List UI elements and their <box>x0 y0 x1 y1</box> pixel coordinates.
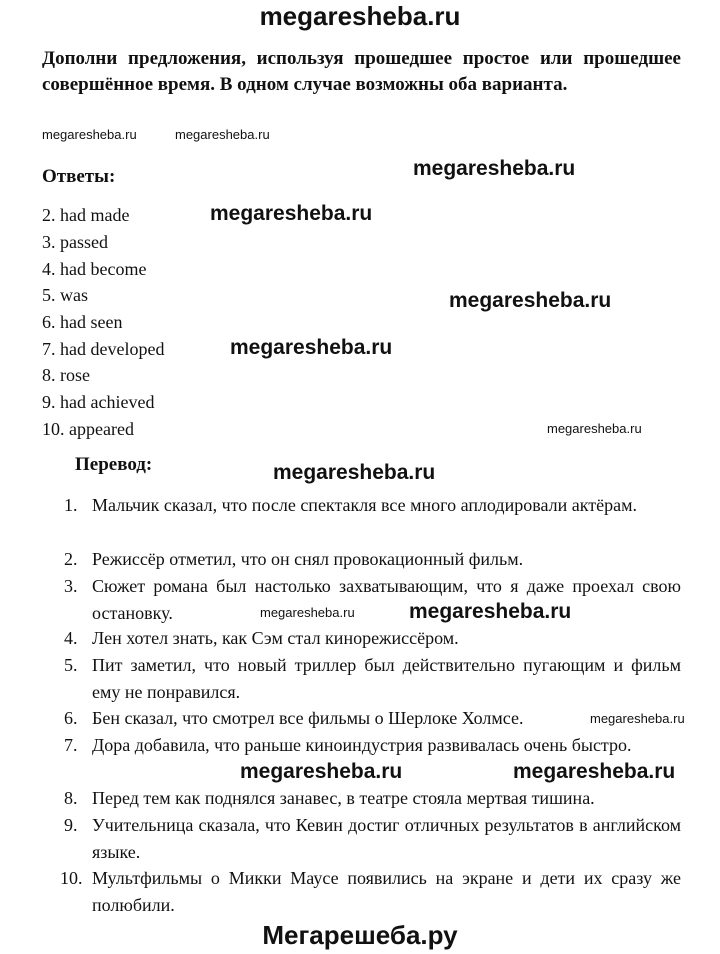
watermark: megaresheba.ru <box>273 461 436 484</box>
translation-item <box>64 652 681 705</box>
item-text: Мальчик сказал, что после спектакля все много аплодировали актёрам. <box>92 495 637 515</box>
watermark: megaresheba.ru <box>210 202 373 225</box>
answer-item: 3. passed <box>42 232 108 252</box>
item-text: Перед тем как поднялся занавес, в театре стояла мертвая тишина. <box>92 788 595 808</box>
footer-site-name: Мегарешеба.ру <box>262 920 458 950</box>
translation-item <box>64 625 681 652</box>
answer-item: 2. had made <box>42 205 130 225</box>
translation-item <box>64 812 681 865</box>
answer-item: 10. appeared <box>42 419 134 439</box>
answers-heading: Ответы: <box>42 166 116 187</box>
task-text: Дополни предложения, используя прошедшее простое или прошедшее совершённое время. В одном случае возможны оба варианта. <box>42 48 681 95</box>
watermark: megaresheba.ru <box>513 760 676 783</box>
watermark: megaresheba.ru <box>590 711 685 726</box>
item-number: 7. <box>64 735 78 755</box>
item-number: 5. <box>64 655 78 675</box>
translation-item <box>60 865 681 918</box>
item-text: Лен хотел знать, как Сэм стал кинорежиссёром. <box>92 628 459 648</box>
item-number: 4. <box>64 628 78 648</box>
watermark: megaresheba.ru <box>449 289 612 312</box>
item-text: Дора добавила, что раньше киноиндустрия развивалась очень быстро. <box>92 735 632 755</box>
item-number: 1. <box>64 495 78 515</box>
item-text: Мультфильмы о Микки Маусе появились на экране и дети их сразу же полюбили. <box>92 868 681 915</box>
item-number: 2. <box>64 549 78 569</box>
watermark: megaresheba.ru <box>175 127 270 142</box>
answer-item: 4. had become <box>42 259 147 279</box>
item-number: 6. <box>64 708 78 728</box>
watermark: megaresheba.ru <box>42 127 137 142</box>
watermark: megaresheba.ru <box>240 760 403 783</box>
translation-item <box>64 705 681 732</box>
answer-item: 8. rose <box>42 365 90 385</box>
watermark: megaresheba.ru <box>547 421 642 436</box>
item-number: 9. <box>64 815 78 835</box>
watermark: megaresheba.ru <box>409 600 572 623</box>
answer-item: 7. had developed <box>42 339 165 359</box>
answer-item: 6. had seen <box>42 312 123 332</box>
answer-item: 9. had achieved <box>42 392 155 412</box>
translation-heading: Перевод: <box>75 454 153 475</box>
site-title: megaresheba.ru <box>259 1 461 31</box>
item-text: Сюжет романа был настолько захватывающим, что я даже проехал свою остановку. <box>92 576 681 623</box>
item-text: Бен сказал, что смотрел все фильмы о Шерлоке Холмсе. <box>92 708 524 728</box>
translation-item <box>64 492 681 519</box>
translation-item <box>64 546 681 573</box>
item-number: 10. <box>60 868 83 888</box>
item-number: 3. <box>64 576 78 596</box>
item-number: 8. <box>64 788 78 808</box>
translation-item <box>64 732 681 759</box>
watermark: megaresheba.ru <box>413 157 576 180</box>
answer-item: 5. was <box>42 285 88 305</box>
translation-item <box>64 573 681 626</box>
item-text: Учительница сказала, что Кевин достиг отличных результатов в английском языке. <box>92 815 681 862</box>
translation-item <box>64 785 681 812</box>
item-text: Пит заметил, что новый триллер был действительно пугающим и фильм ему не понравился. <box>92 655 681 702</box>
watermark: megaresheba.ru <box>260 605 355 620</box>
watermark: megaresheba.ru <box>230 336 393 359</box>
item-text: Режиссёр отметил, что он снял провокационный фильм. <box>92 549 524 569</box>
